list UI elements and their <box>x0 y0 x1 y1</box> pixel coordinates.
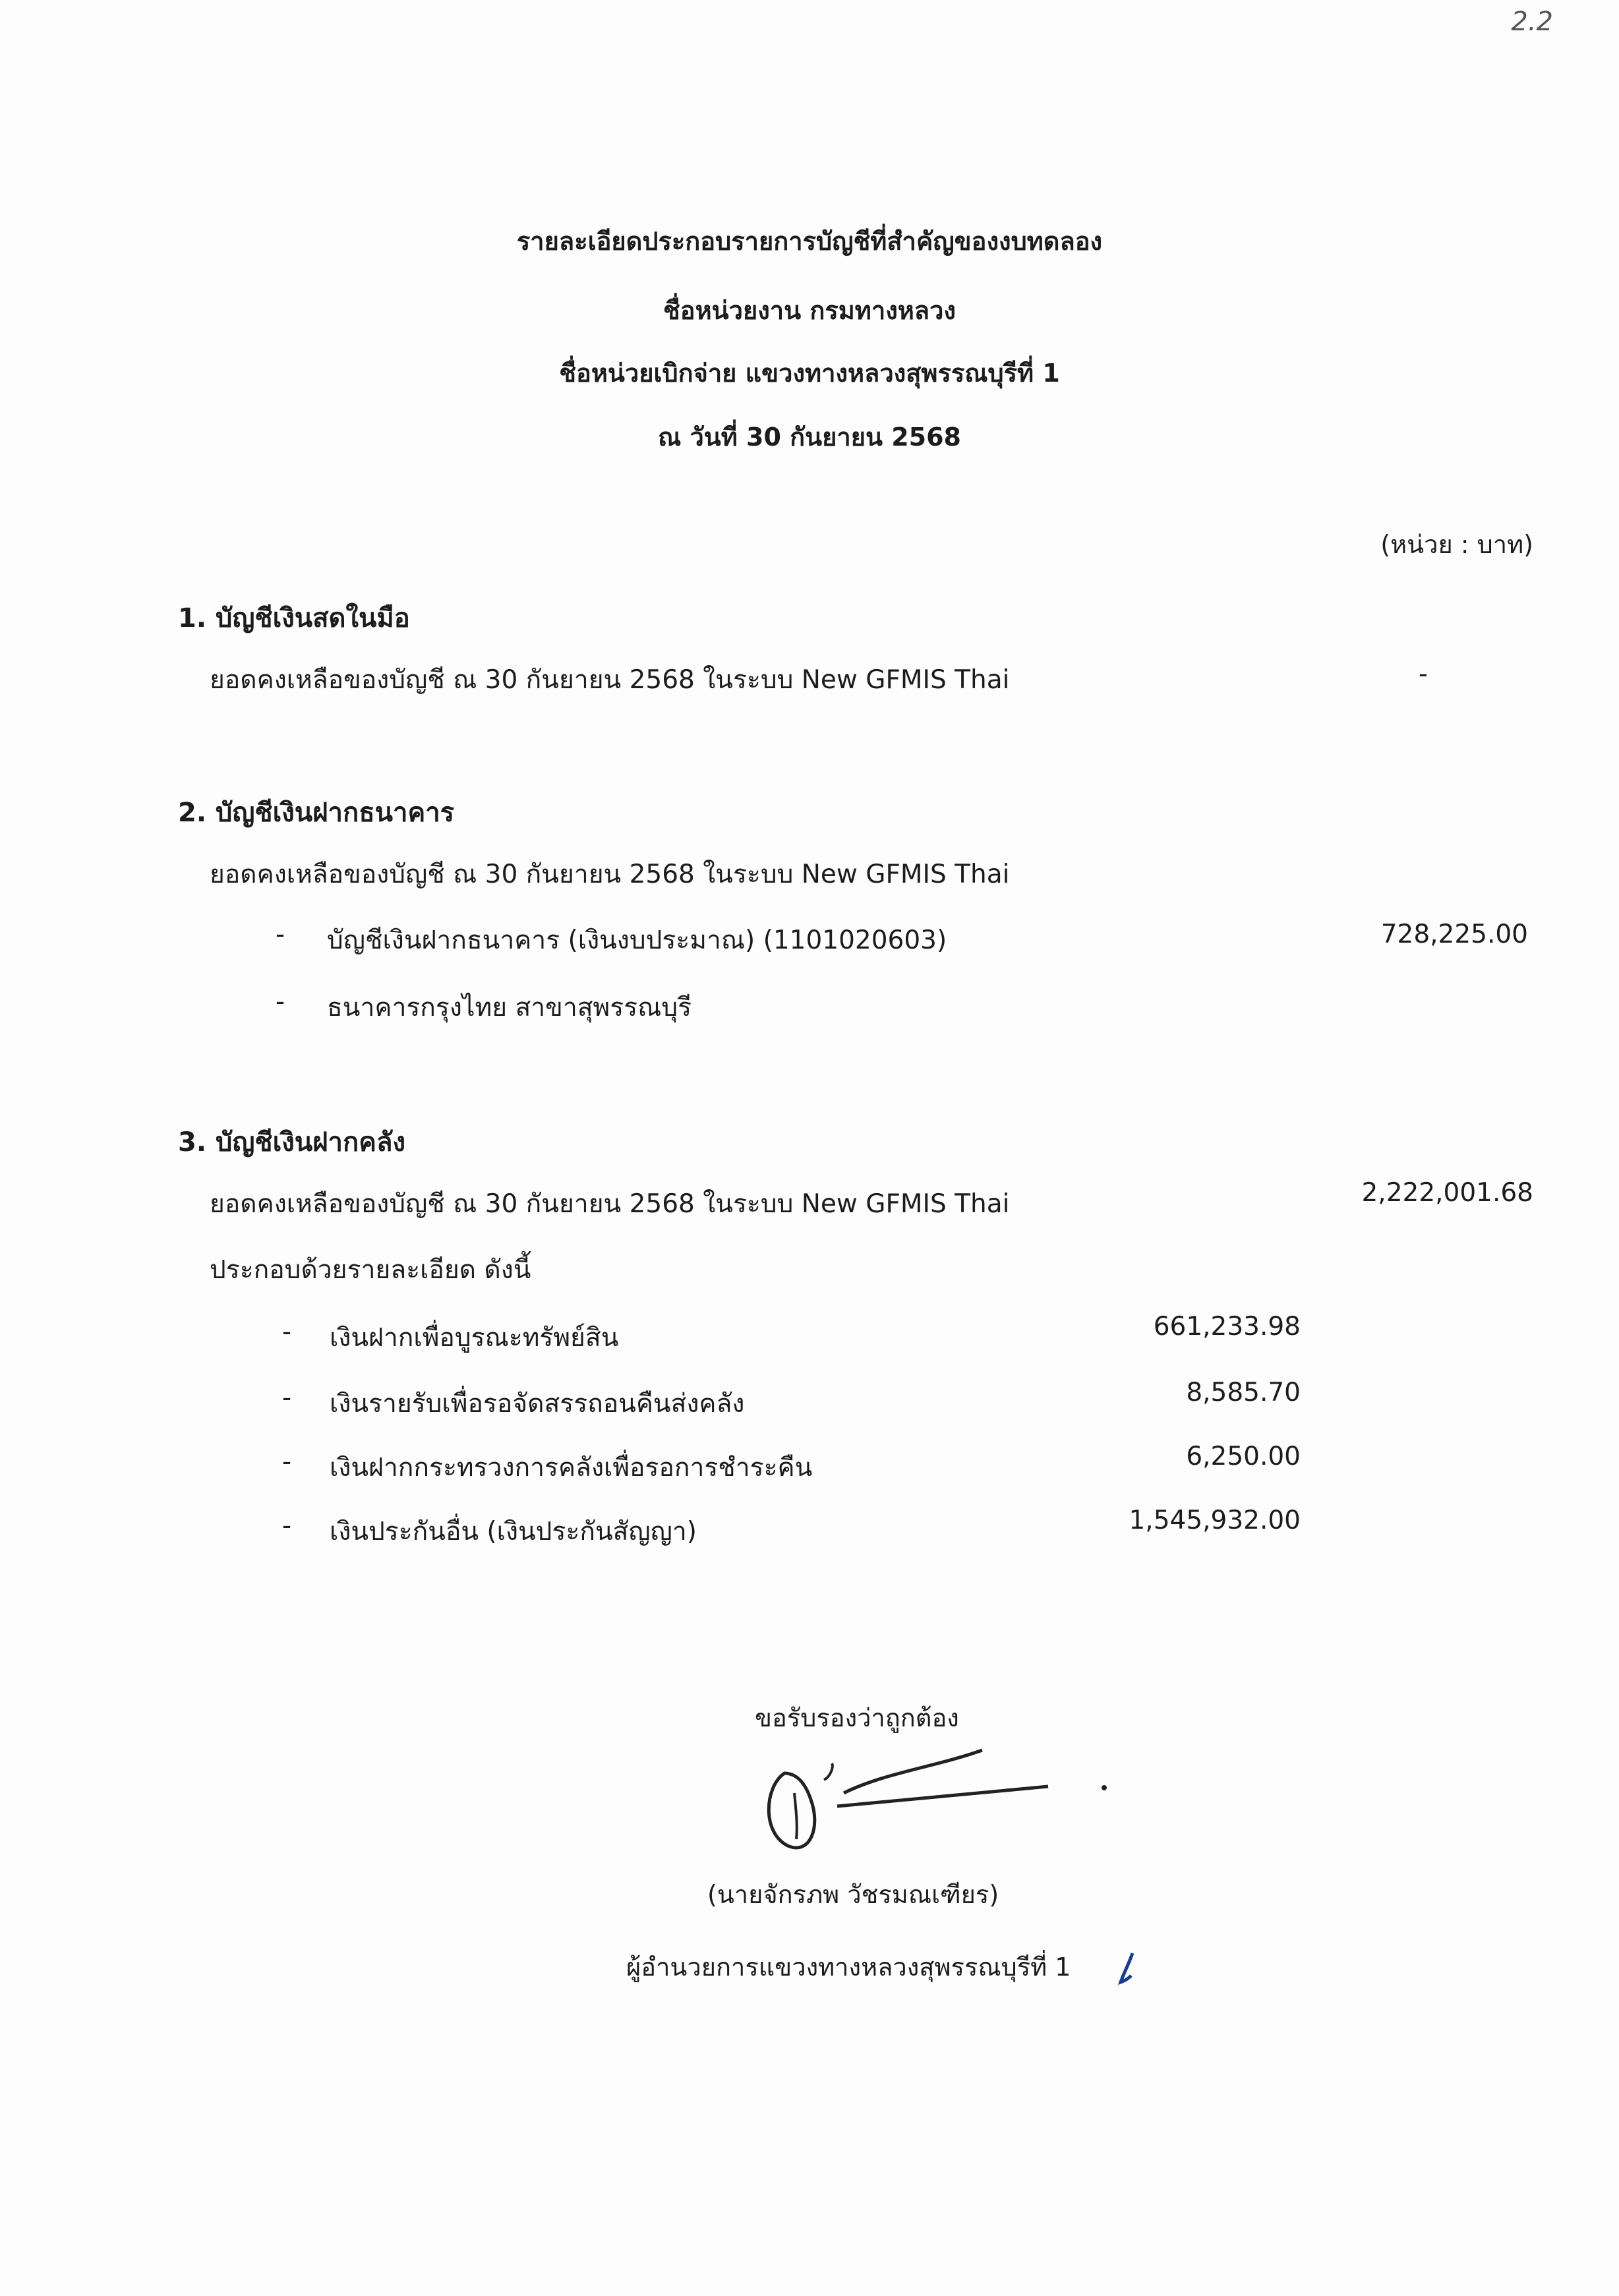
section-2-item-1-value: 728,225.00 <box>1380 920 1528 949</box>
section-3-item-value: 1,545,932.00 <box>1129 1506 1301 1535</box>
section-2-item-1-text: บัญชีเงินฝากธนาคาร (เงินงบประมาณ) (1101020603) <box>327 926 947 955</box>
section-3-item-value: 8,585.70 <box>1186 1378 1301 1407</box>
section-3-item-text: เงินฝากกระทรวงการคลังเพื่อรอการชำระคืน <box>330 1453 813 1483</box>
header-disbursing-unit: ชื่อหน่วยเบิกจ่าย แขวงทางหลวงสุพรรณบุรีที่ 1 <box>559 359 1060 388</box>
section-2-item-2-text: ธนาคารกรุงไทย สาขาสุพรรณบุรี <box>327 993 692 1022</box>
unit-label: (หน่วย : บาท) <box>1380 530 1533 559</box>
header-title: รายละเอียดประกอบรายการบัญชีที่สำคัญของงบทดลอง <box>516 227 1103 256</box>
section-3-detail-intro: ประกอบด้วยรายละเอียด ดังนี้ <box>210 1255 531 1285</box>
section-3-item-dash: - <box>282 1383 292 1413</box>
section-2-item-2-dash: - <box>276 987 285 1016</box>
header-date: ณ วันที่ 30 กันยายน 2568 <box>657 423 961 452</box>
corner-handwritten-mark: 2.2 <box>1511 7 1553 37</box>
section-3-item-text: เงินรายรับเพื่อรอจัดสรรถอนคืนส่งคลัง <box>330 1389 745 1419</box>
header-agency: ชื่อหน่วยงาน กรมทางหลวง <box>663 296 956 325</box>
section-3-item-dash: - <box>282 1447 292 1477</box>
signer-position: ผู้อำนวยการแขวงทางหลวงสุพรรณบุรีที่ 1 <box>626 1953 1071 1982</box>
certify-text: ขอรับรองว่าถูกต้อง <box>755 1703 959 1732</box>
section-2-balance-text: ยอดคงเหลือของบัญชี ณ 30 กันยายน 2568 ในระบบ New GFMIS Thai <box>210 860 1010 889</box>
section-3-balance-value: 2,222,001.68 <box>1361 1178 1533 1208</box>
section-3-title: 3. บัญชีเงินฝากคลัง <box>178 1127 406 1158</box>
section-3-item-dash: - <box>282 1317 292 1347</box>
section-3-item-dash: - <box>282 1511 292 1541</box>
signature-image <box>758 1727 1127 1872</box>
section-3-balance-text: ยอดคงเหลือของบัญชี ณ 30 กันยายน 2568 ในระบบ New GFMIS Thai <box>210 1189 1010 1219</box>
section-3-item-value: 661,233.98 <box>1153 1312 1301 1341</box>
section-2-item-1-dash: - <box>276 920 285 949</box>
section-1-balance-value: - <box>1418 659 1428 689</box>
section-2-title: 2. บัญชีเงินฝากธนาคาร <box>178 798 455 828</box>
section-1-balance-text: ยอดคงเหลือของบัญชี ณ 30 กันยายน 2568 ในระบบ New GFMIS Thai <box>210 665 1010 695</box>
blue-ink-mark <box>1114 1948 1140 1987</box>
section-3-item-text: เงินประกันอื่น (เงินประกันสัญญา) <box>330 1517 697 1546</box>
signer-name: (นายจักรภพ วัชรมณเฑียร) <box>707 1880 999 1909</box>
section-3-item-value: 6,250.00 <box>1186 1442 1301 1471</box>
section-1-title: 1. บัญชีเงินสดในมือ <box>178 603 410 633</box>
section-3-item-text: เงินฝากเพื่อบูรณะทรัพย์สิน <box>330 1323 619 1353</box>
